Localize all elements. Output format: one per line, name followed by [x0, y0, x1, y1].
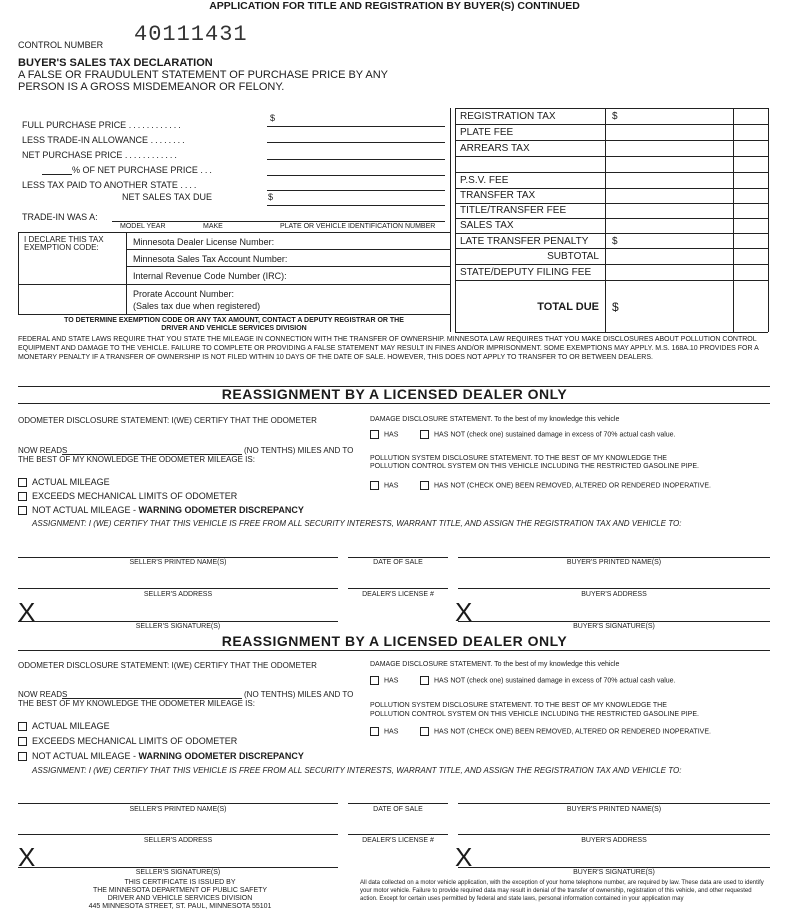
checkbox[interactable] — [420, 430, 429, 439]
pollution-has-1[interactable]: HAS — [370, 481, 398, 490]
declaration-warning-2: PERSON IS A GROSS MISDEMEANOR OR FELONY. — [18, 81, 285, 93]
checkbox[interactable] — [370, 727, 379, 736]
fee-registration-tax: REGISTRATION TAX — [460, 111, 556, 122]
seller-name-caption-1: SELLER'S PRINTED NAME(S) — [129, 559, 227, 566]
checkbox[interactable] — [18, 722, 27, 731]
buyer-address-caption-1: BUYER'S ADDRESS — [581, 591, 647, 598]
pollution-has-2[interactable]: HAS — [370, 727, 398, 736]
late-transfer-dollar: $ — [612, 236, 618, 247]
fee-title-transfer: TITLE/TRANSFER FEE — [460, 205, 567, 216]
assignment-statement-2: ASSIGNMENT: I (WE) CERTIFY THAT THIS VEHICLE IS FREE FROM ALL SECURITY INTERESTS, WARRANT TITLE, AND ASSIGN THE REGISTRATION TAX AND VEHICLE TO: — [32, 766, 682, 775]
now-reads-1: NOW READS — [18, 446, 68, 455]
fee-plate: PLATE FEE — [460, 127, 514, 138]
exceeds-limits-1[interactable]: EXCEEDS MECHANICAL LIMITS OF ODOMETER — [18, 491, 237, 501]
seller-name-field-2[interactable] — [18, 803, 338, 804]
checkbox[interactable] — [18, 752, 27, 761]
net-price-field[interactable] — [267, 159, 445, 160]
footer-issuer-1: THIS CERTIFICATE IS ISSUED BY — [124, 879, 236, 886]
form-title: APPLICATION FOR TITLE AND REGISTRATION BY BUYER(S) CONTINUED — [209, 0, 580, 12]
exceeds-limits-2[interactable]: EXCEEDS MECHANICAL LIMITS OF ODOMETER — [18, 736, 237, 746]
fee-filing: STATE/DEPUTY FILING FEE — [460, 267, 592, 278]
dealer-license-label: Minnesota Dealer License Number: — [133, 237, 275, 247]
damage-has-2[interactable]: HAS — [370, 676, 398, 685]
full-price-field[interactable] — [267, 126, 445, 127]
no-tenths-1: (NO TENTHS) MILES AND TO — [244, 446, 354, 455]
control-number: 40111431 — [134, 22, 248, 47]
seller-signature-caption-2: SELLER'S SIGNATURE(S) — [135, 869, 221, 876]
exemption-note-2: DRIVER AND VEHICLE SERVICES DIVISION — [161, 325, 307, 332]
seller-name-caption-2: SELLER'S PRINTED NAME(S) — [129, 806, 227, 813]
net-purchase-price-label: NET PURCHASE PRICE ............ — [22, 150, 179, 160]
checkbox[interactable] — [420, 676, 429, 685]
buyer-signature-field-2[interactable] — [458, 867, 770, 868]
buyer-signature-caption-2: BUYER'S SIGNATURE(S) — [573, 869, 655, 876]
dealer-license-caption-2: DEALER'S LICENSE # — [362, 837, 434, 844]
seller-sign-x-1: X — [18, 597, 36, 627]
net-tax-field[interactable] — [267, 205, 445, 206]
seller-address-field-2[interactable] — [18, 834, 338, 835]
checkbox[interactable] — [18, 737, 27, 746]
less-tax-field[interactable] — [267, 190, 445, 191]
declare-exemption-label: I DECLARE THIS TAX EXEMPTION CODE: — [24, 235, 104, 252]
best-knowledge-2: THE BEST OF MY KNOWLEDGE THE ODOMETER MILEAGE IS: — [18, 699, 255, 708]
seller-signature-field-1[interactable] — [18, 621, 338, 622]
footer-issuer-2: THE MINNESOTA DEPARTMENT OF PUBLIC SAFETY — [92, 887, 268, 894]
checkbox[interactable] — [420, 481, 429, 490]
pollution-disclosure-2a: POLLUTION SYSTEM DISCLOSURE STATEMENT. TO THE BEST OF MY KNOWLEDGE THE — [370, 702, 667, 709]
fee-subtotal: SUBTOTAL — [547, 251, 599, 262]
pollution-has-not-2[interactable]: HAS NOT (CHECK ONE) BEEN REMOVED, ALTERED OR RENDERED INOPERATIVE. — [420, 727, 711, 736]
actual-mileage-2[interactable]: ACTUAL MILEAGE — [18, 721, 110, 731]
trade-in-field[interactable] — [112, 221, 445, 222]
damage-has-not-1[interactable]: HAS NOT (check one) sustained damage in excess of 70% actual cash value. — [420, 430, 676, 439]
less-tax-other-state-label: LESS TAX PAID TO ANOTHER STATE .... — [22, 180, 199, 190]
checkbox[interactable] — [18, 492, 27, 501]
full-purchase-price-label: FULL PURCHASE PRICE ............ — [22, 120, 183, 130]
footer-issuer-3: DRIVER AND VEHICLE SERVICES DIVISION — [107, 895, 253, 902]
odometer-statement-1: ODOMETER DISCLOSURE STATEMENT: I(WE) CERTIFY THAT THE ODOMETER — [18, 416, 317, 425]
control-number-label: CONTROL NUMBER — [18, 40, 104, 50]
odometer-statement-2: ODOMETER DISCLOSURE STATEMENT: I(WE) CERTIFY THAT THE ODOMETER — [18, 661, 317, 670]
date-of-sale-caption-1: DATE OF SALE — [373, 559, 423, 566]
damage-has-not-2[interactable]: HAS NOT (check one) sustained damage in excess of 70% actual cash value. — [420, 676, 676, 685]
checkbox[interactable] — [420, 727, 429, 736]
exemption-note-1: TO DETERMINE EXEMPTION CODE OR ANY TAX AMOUNT, CONTACT A DEPUTY REGISTRAR OR THE — [64, 317, 404, 324]
checkbox[interactable] — [370, 676, 379, 685]
buyer-name-caption-1: BUYER'S PRINTED NAME(S) — [566, 559, 662, 566]
buyer-name-caption-2: BUYER'S PRINTED NAME(S) — [566, 806, 662, 813]
trade-in-allowance-label: LESS TRADE-IN ALLOWANCE ........ — [22, 135, 187, 145]
seller-signature-field-2[interactable] — [18, 867, 338, 868]
best-knowledge-1: THE BEST OF MY KNOWLEDGE THE ODOMETER MILEAGE IS: — [18, 455, 255, 464]
fee-psv: P.S.V. FEE — [460, 175, 509, 186]
fee-arrears-tax: ARREARS TAX — [460, 143, 530, 154]
date-of-sale-field-1[interactable] — [348, 557, 448, 558]
buyer-name-field-1[interactable] — [458, 557, 770, 558]
buyer-signature-caption-1: BUYER'S SIGNATURE(S) — [573, 623, 655, 630]
trade-in-was-label: TRADE-IN WAS A: — [22, 212, 98, 222]
checkbox[interactable] — [18, 478, 27, 487]
assignment-statement-1: ASSIGNMENT: I (WE) CERTIFY THAT THIS VEHICLE IS FREE FROM ALL SECURITY INTERESTS, WARRANT TITLE, AND ASSIGN THE REGISTRATION TAX AND VEHICLE TO: — [32, 519, 682, 528]
declaration-heading: BUYER'S SALES TAX DECLARATION — [18, 57, 213, 69]
plate-vin-caption: PLATE OR VEHICLE IDENTIFICATION NUMBER — [280, 223, 436, 230]
fee-late-transfer: LATE TRANSFER PENALTY — [460, 236, 589, 247]
seller-signature-caption-1: SELLER'S SIGNATURE(S) — [135, 623, 221, 630]
buyer-signature-field-1[interactable] — [458, 621, 770, 622]
prorate-label: Prorate Account Number: — [133, 289, 235, 299]
seller-sign-x-2: X — [18, 842, 36, 872]
fee-transfer-tax: TRANSFER TAX — [460, 190, 536, 201]
dealer-license-field-2[interactable] — [348, 834, 448, 835]
seller-address-field-1[interactable] — [18, 588, 338, 589]
fee-total-due: TOTAL DUE — [537, 301, 599, 313]
checkbox[interactable] — [370, 430, 379, 439]
footer-issuer-4: 445 MINNESOTA STREET, ST. PAUL, MINNESOTA 55101 — [88, 903, 272, 910]
now-reads-2: NOW READS — [18, 690, 68, 699]
buyer-name-field-2[interactable] — [458, 803, 770, 804]
damage-disclosure-1: DAMAGE DISCLOSURE STATEMENT. To the best of my knowledge this vehicle — [370, 416, 620, 423]
trade-in-field[interactable] — [267, 142, 445, 143]
prorate-note: (Sales tax due when registered) — [133, 301, 261, 311]
make-caption: MAKE — [203, 223, 223, 230]
damage-disclosure-2: DAMAGE DISCLOSURE STATEMENT. To the best of my knowledge this vehicle — [370, 661, 620, 668]
reassignment-heading-1: REASSIGNMENT BY A LICENSED DEALER ONLY — [221, 386, 568, 402]
percent-blank[interactable] — [42, 174, 72, 175]
dealer-license-field-1[interactable] — [348, 588, 448, 589]
buyer-sign-x-1: X — [455, 597, 473, 627]
footer-privacy-notice: All data collected on a motor vehicle application, with the exception of your home telephone number, are required by law. These data are used to identify your motor vehicle. Failure to provide required data may result in denial of the transfer of ownership, registration of this vehicle, and other requested action. Except for certain uses permitted by federal and state laws, personal information contained in your application may — [360, 880, 764, 902]
registration-tax-dollar: $ — [612, 111, 618, 122]
pollution-disclosure-1a: POLLUTION SYSTEM DISCLOSURE STATEMENT. TO THE BEST OF MY KNOWLEDGE THE — [370, 455, 667, 462]
percent-of-net-label: % OF NET PURCHASE PRICE ... — [72, 165, 214, 175]
net-sales-tax-due-label: NET SALES TAX DUE — [122, 192, 213, 202]
actual-mileage-1[interactable]: ACTUAL MILEAGE — [18, 477, 110, 487]
checkbox[interactable] — [18, 506, 27, 515]
pollution-disclosure-1b: POLLUTION CONTROL SYSTEM ON THIS VEHICLE INCLUDING THE RESTRICTED GASOLINE PIPE. — [370, 463, 699, 470]
law-disclosure-text: FEDERAL AND STATE LAWS REQUIRE THAT YOU STATE THE MILEAGE IN CONNECTION WITH THE TRANSFER OF OWNERSHIP. MINNESOTA LAW REQUIRES THAT YOU MAKE DISCLOSURES ABOUT POLLUTION CONTROL EQUIPMENT AND DAMAGE TO THE VEHICLE. FAILURE TO COMPLETE OR PROVIDING A FALSE STATEMENT MAY RESULT IN FINES AND/OR IMPRISONMENT. SOME EXEMPTIONS MAY APPLY. M.S. 168A.10 PROVIDES FOR A MONETARY PENALTY IF A TRANSFER OF OWNERSHIP IS NOT FILED WITHIN 10 DAYS OF THE DATE OF SALE. HOWEVER, THIS DOES NOT APPLY TO TRANSFER TO OR BETWEEN DEALERS. — [18, 336, 759, 361]
declaration-warning-1: A FALSE OR FRAUDULENT STATEMENT OF PURCHASE PRICE BY ANY — [18, 69, 389, 81]
dealer-license-caption-1: DEALER'S LICENSE # — [362, 591, 434, 598]
net-tax-dollar: $ — [268, 192, 274, 202]
checkbox[interactable] — [370, 481, 379, 490]
no-tenths-2: (NO TENTHS) MILES AND TO — [244, 690, 354, 699]
model-year-caption: MODEL YEAR — [120, 223, 166, 230]
damage-has-1[interactable]: HAS — [370, 430, 398, 439]
sales-tax-account-label: Minnesota Sales Tax Account Number: — [133, 254, 288, 264]
seller-address-caption-1: SELLER'S ADDRESS — [143, 591, 213, 598]
pollution-has-not-1[interactable]: HAS NOT (CHECK ONE) BEEN REMOVED, ALTERED OR RENDERED INOPERATIVE. — [420, 481, 711, 490]
date-of-sale-field-2[interactable] — [348, 803, 448, 804]
pollution-disclosure-2b: POLLUTION CONTROL SYSTEM ON THIS VEHICLE INCLUDING THE RESTRICTED GASOLINE PIPE. — [370, 711, 699, 718]
not-actual-mileage-2[interactable]: NOT ACTUAL MILEAGE - WARNING ODOMETER DISCREPANCY — [18, 751, 304, 761]
full-price-dollar: $ — [270, 113, 276, 123]
not-actual-mileage-1[interactable]: NOT ACTUAL MILEAGE - WARNING ODOMETER DISCREPANCY — [18, 505, 304, 515]
buyer-address-field-2[interactable] — [458, 834, 770, 835]
fee-sales-tax: SALES TAX — [460, 220, 514, 231]
total-due-dollar: $ — [612, 300, 619, 314]
date-of-sale-caption-2: DATE OF SALE — [373, 806, 423, 813]
pct-field[interactable] — [267, 175, 445, 176]
buyer-sign-x-2: X — [455, 842, 473, 872]
buyer-address-caption-2: BUYER'S ADDRESS — [581, 837, 647, 844]
reassignment-heading-2: REASSIGNMENT BY A LICENSED DEALER ONLY — [221, 633, 568, 649]
irc-label: Internal Revenue Code Number (IRC): — [133, 271, 287, 281]
seller-name-field-1[interactable] — [18, 557, 338, 558]
buyer-address-field-1[interactable] — [458, 588, 770, 589]
seller-address-caption-2: SELLER'S ADDRESS — [143, 837, 213, 844]
